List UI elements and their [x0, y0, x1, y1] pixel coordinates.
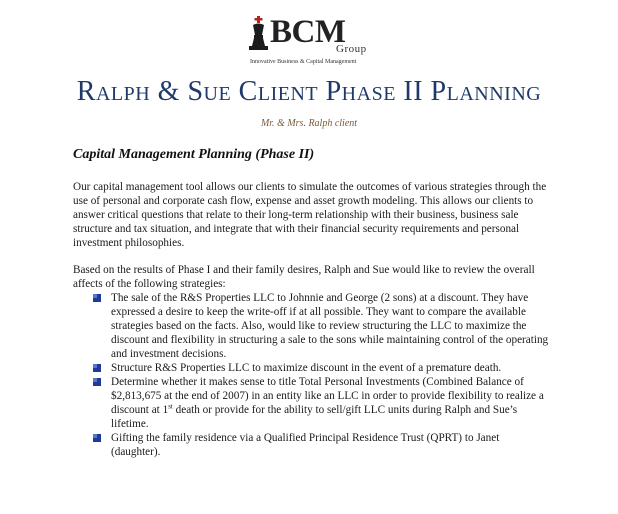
square-bullet-icon [93, 294, 101, 302]
client-name: Mr. & Mrs. Ralph client [260, 118, 358, 129]
square-bullet-icon [93, 364, 101, 372]
list-item [93, 361, 551, 375]
logo-tagline: Innovative Business & Capital Management [250, 59, 357, 65]
logo-group-text: Group [336, 43, 367, 55]
strategy-list [93, 291, 551, 459]
strategies-intro-paragraph: Based on the results of Phase I and their family desires, Ralph and Sue would like to review the overall affects of the following strategies: [73, 264, 535, 290]
list-item [93, 375, 551, 431]
list-item-text: Structure R&S Properties LLC to maximize discount in the event of a premature death. [111, 362, 502, 374]
list-item [93, 291, 551, 361]
section-heading: Capital Management Planning (Phase II) [73, 147, 315, 162]
list-item-text-part: Determine whether it makes sense to title Total Personal Investments (Combined Balance of $2,813,675 at the end of 2007) in an entity like an LLC in order to provide flexibility to realize a discount at 1 [111, 376, 544, 416]
chess-king-icon [246, 15, 272, 51]
bcm-group-logo [246, 14, 376, 65]
list-item [93, 431, 551, 459]
list-item-text: The sale of the R&S Properties LLC to Johnnie and George (2 sons) at a discount. They have expressed a desire to keep the write-off if at all possible. They want to compare the available strategies based on the facts. Also, would like to review structuring the LLC to maximize the discount and flexibility in structuring a sale to the sons while maintaining control of the operating and investment decisions. [111, 292, 549, 360]
list-item-text: Gifting the family residence via a Qualified Principal Residence Trust (QPRT) to Janet (daughter). [111, 432, 500, 458]
intro-paragraph: Our capital management tool allows our clients to simulate the outcomes of various strategies through the use of personal and corporate cash flow, expense and asset growth modeling. This allows our clients to answer critical questions that relate to their long-term relationship with their business, business sale structure and tax situation, and integrate that with their financial security requirements and personal investment philosophies. [73, 181, 547, 249]
square-bullet-icon [93, 434, 101, 442]
logo-wordmark: BCM [270, 14, 346, 50]
ordinal-suffix: st [168, 402, 173, 411]
list-item-text [111, 376, 544, 430]
page-title: Ralph & Sue Client Phase II Planning [76, 76, 542, 107]
square-bullet-icon [93, 378, 101, 386]
list-item-text-part: death or provide for the ability to sell/gift LLC units during Ralph and Sue’s lifetime. [111, 404, 518, 430]
